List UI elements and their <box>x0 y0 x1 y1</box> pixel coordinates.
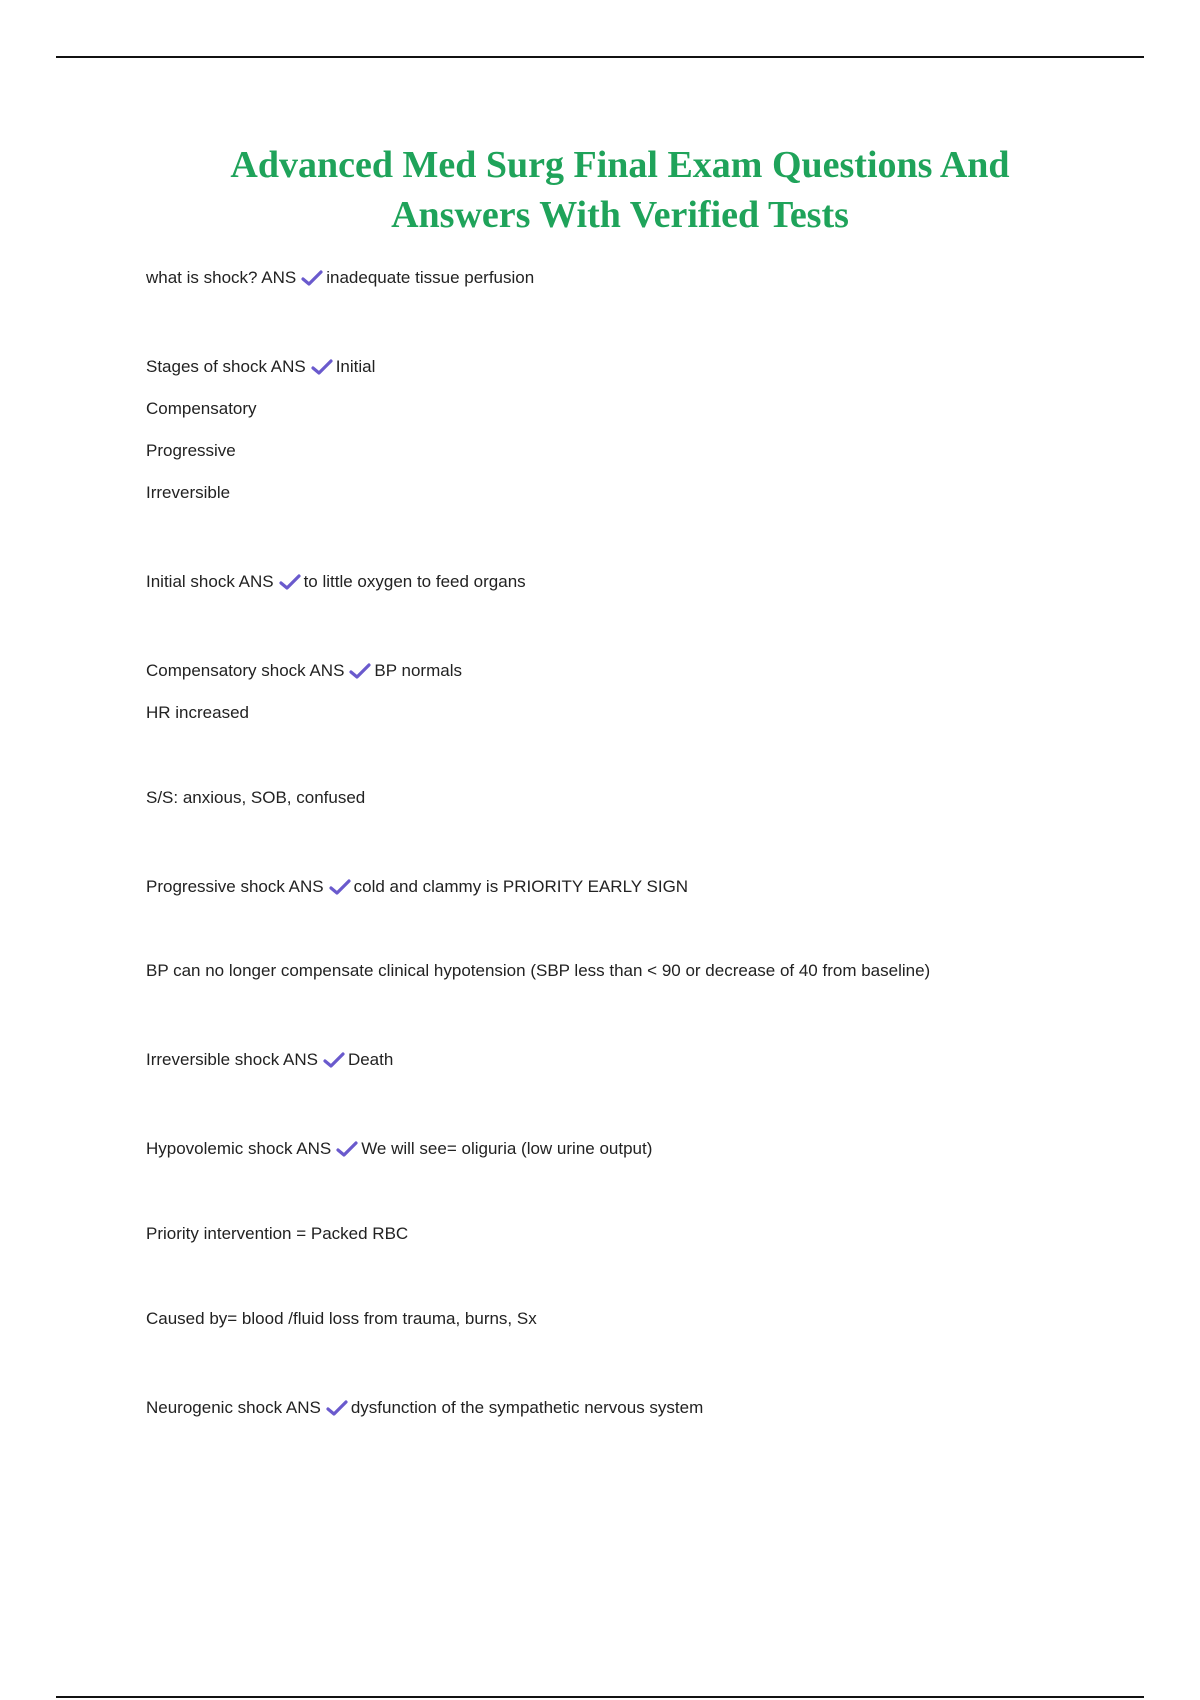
text-line: Irreversible <box>146 483 231 502</box>
check-mark-icon <box>301 270 323 286</box>
check-mark-icon <box>336 1141 358 1157</box>
text-line: Compensatory <box>146 399 257 418</box>
check-mark-icon <box>329 879 351 895</box>
document-title <box>120 140 1120 240</box>
check-mark-icon <box>323 1052 345 1068</box>
text-line: BP can no longer compensate clinical hypotension (SBP less than < 90 or decrease of 40 from baseline) <box>146 961 931 980</box>
qa-line <box>146 661 1146 681</box>
title-line-1: Advanced Med Surg Final Exam Questions And <box>230 144 1010 186</box>
check-mark-icon <box>326 1400 348 1416</box>
answer-text: dysfunction of the sympathetic nervous system <box>350 1398 704 1417</box>
text-line: Caused by= blood /fluid loss from trauma, burns, Sx <box>146 1309 537 1328</box>
qa-line <box>146 1050 1146 1070</box>
qa-line <box>146 268 1146 288</box>
text-line: HR increased <box>146 703 249 722</box>
answer-text: to little oxygen to feed organs <box>303 572 526 591</box>
question-text: Neurogenic shock ANS <box>146 1398 321 1417</box>
question-text: what is shock? ANS <box>146 268 297 287</box>
check-mark-icon <box>349 663 371 679</box>
answer-text: Death <box>347 1050 394 1069</box>
qa-line <box>146 1139 1146 1159</box>
answer-text: Initial <box>335 357 376 376</box>
question-text: Initial shock ANS <box>146 572 274 591</box>
question-text: Progressive shock ANS <box>146 877 324 896</box>
top-rule <box>56 56 1144 58</box>
question-text: Compensatory shock ANS <box>146 661 345 680</box>
question-text: Hypovolemic shock ANS <box>146 1139 332 1158</box>
qa-line <box>146 877 1146 897</box>
question-text: Irreversible shock ANS <box>146 1050 318 1069</box>
check-mark-icon <box>311 359 333 375</box>
bottom-rule <box>56 1696 1144 1698</box>
answer-text: BP normals <box>374 661 462 680</box>
qa-line <box>146 572 1146 592</box>
answer-text: cold and clammy is PRIORITY EARLY SIGN <box>353 877 689 896</box>
title-line-2: Answers With Verified Tests <box>391 194 849 236</box>
text-line: Priority intervention = Packed RBC <box>146 1224 409 1243</box>
qa-line <box>146 1398 1146 1418</box>
answer-text: inadequate tissue perfusion <box>326 268 535 287</box>
check-mark-icon <box>279 574 301 590</box>
qa-line <box>146 357 1146 377</box>
text-line: Progressive <box>146 441 236 460</box>
question-text: Stages of shock ANS <box>146 357 306 376</box>
answer-text: We will see= oliguria (low urine output) <box>361 1139 653 1158</box>
text-line: S/S: anxious, SOB, confused <box>146 788 366 807</box>
